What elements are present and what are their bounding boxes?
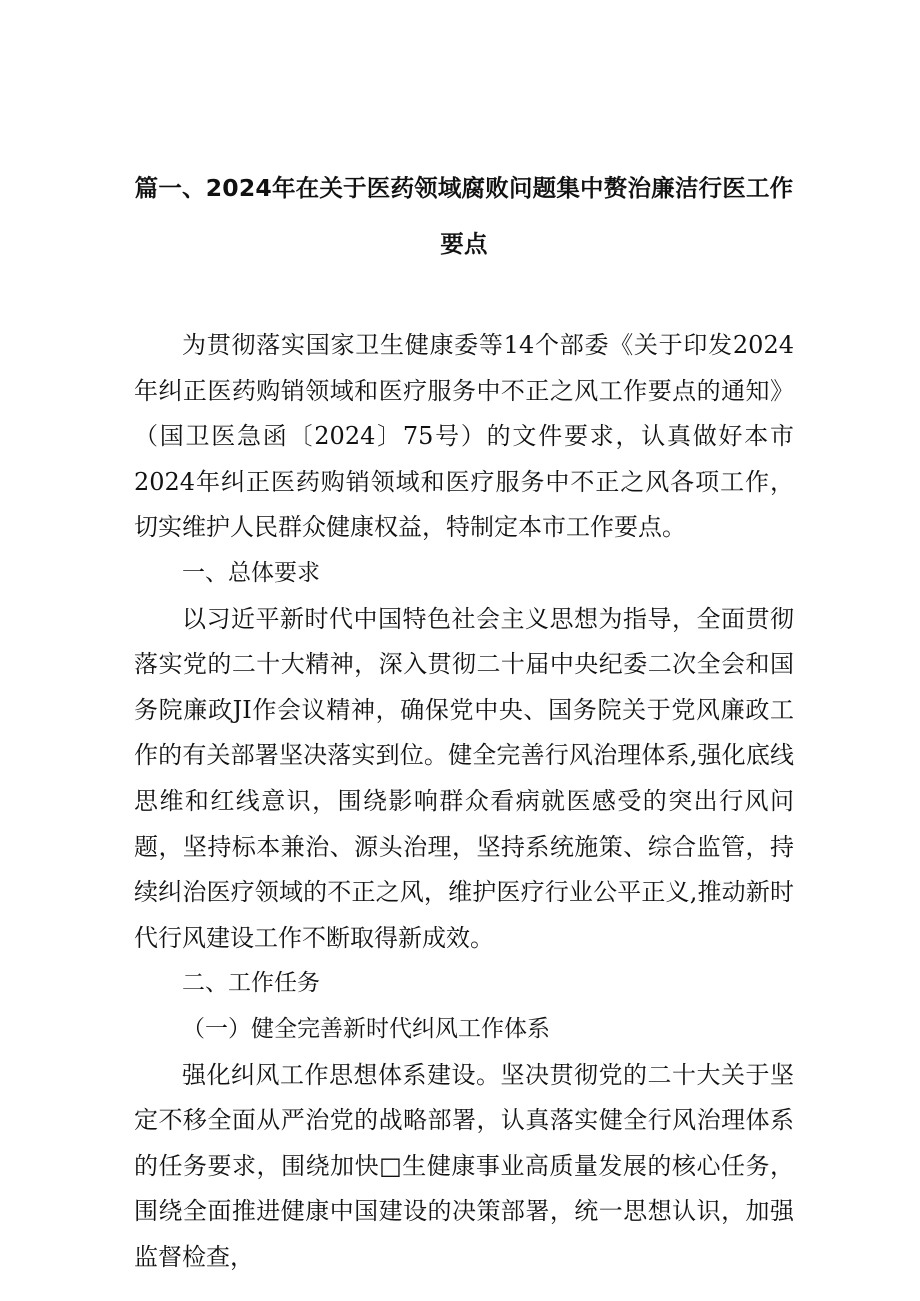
correction-system-paragraph: 强化纠风工作思想体系建设。坚决贯彻党的二十大关于坚定不移全面从严治党的战略部署，认真落实健全行风治理体系的任务要求，围绕加快□生健康事业高质量发展的核心任务，围绕全面推进健康中国建设的决策部署，统一思想认识，加强监督检查， (134, 1060, 794, 1271)
subsection-heading-correction-system: （一）健全完善新时代纠风工作体系 (182, 1015, 550, 1042)
document-title: 篇一、2024年在关于医药领域腐败问题集中赘治廉洁行医工作要点 (134, 174, 794, 258)
section-heading-work-tasks: 二、工作任务 (182, 970, 320, 997)
section-heading-general-requirements: 一、总体要求 (182, 559, 320, 586)
general-requirements-paragraph: 以习近平新时代中国特色社会主义思想为指导，全面贯彻落实党的二十大精神，深入贯彻二十届中央纪委二次全会和国务院廉政JI作会议精神，确保党中央、国务院关于党风廉政工作的有关部署坚决落实到位。健全完善行风治理体系,强化底线思维和红线意识，围绕影响群众看病就医感受的突出行风问题，坚持标本兼治、源头治理，坚持系统施策、综合监管，持续纠治医疗领域的不正之风，维护医疗行业公平正义,推动新时代行风建设工作不断取得新成效。 (134, 604, 794, 952)
intro-paragraph: 为贯彻落实国家卫生健康委等14个部委《关于印发2024年纠正医药购销领域和医疗服务中不正之风工作要点的通知》（国卫医急函〔2024〕75号）的文件要求，认真做好本市2024年纠正医药购销领域和医疗服务中不正之风各项工作，切实维护人民群众健康权益，特制定本市工作要点。 (134, 331, 794, 542)
document-body (134, 323, 794, 1280)
